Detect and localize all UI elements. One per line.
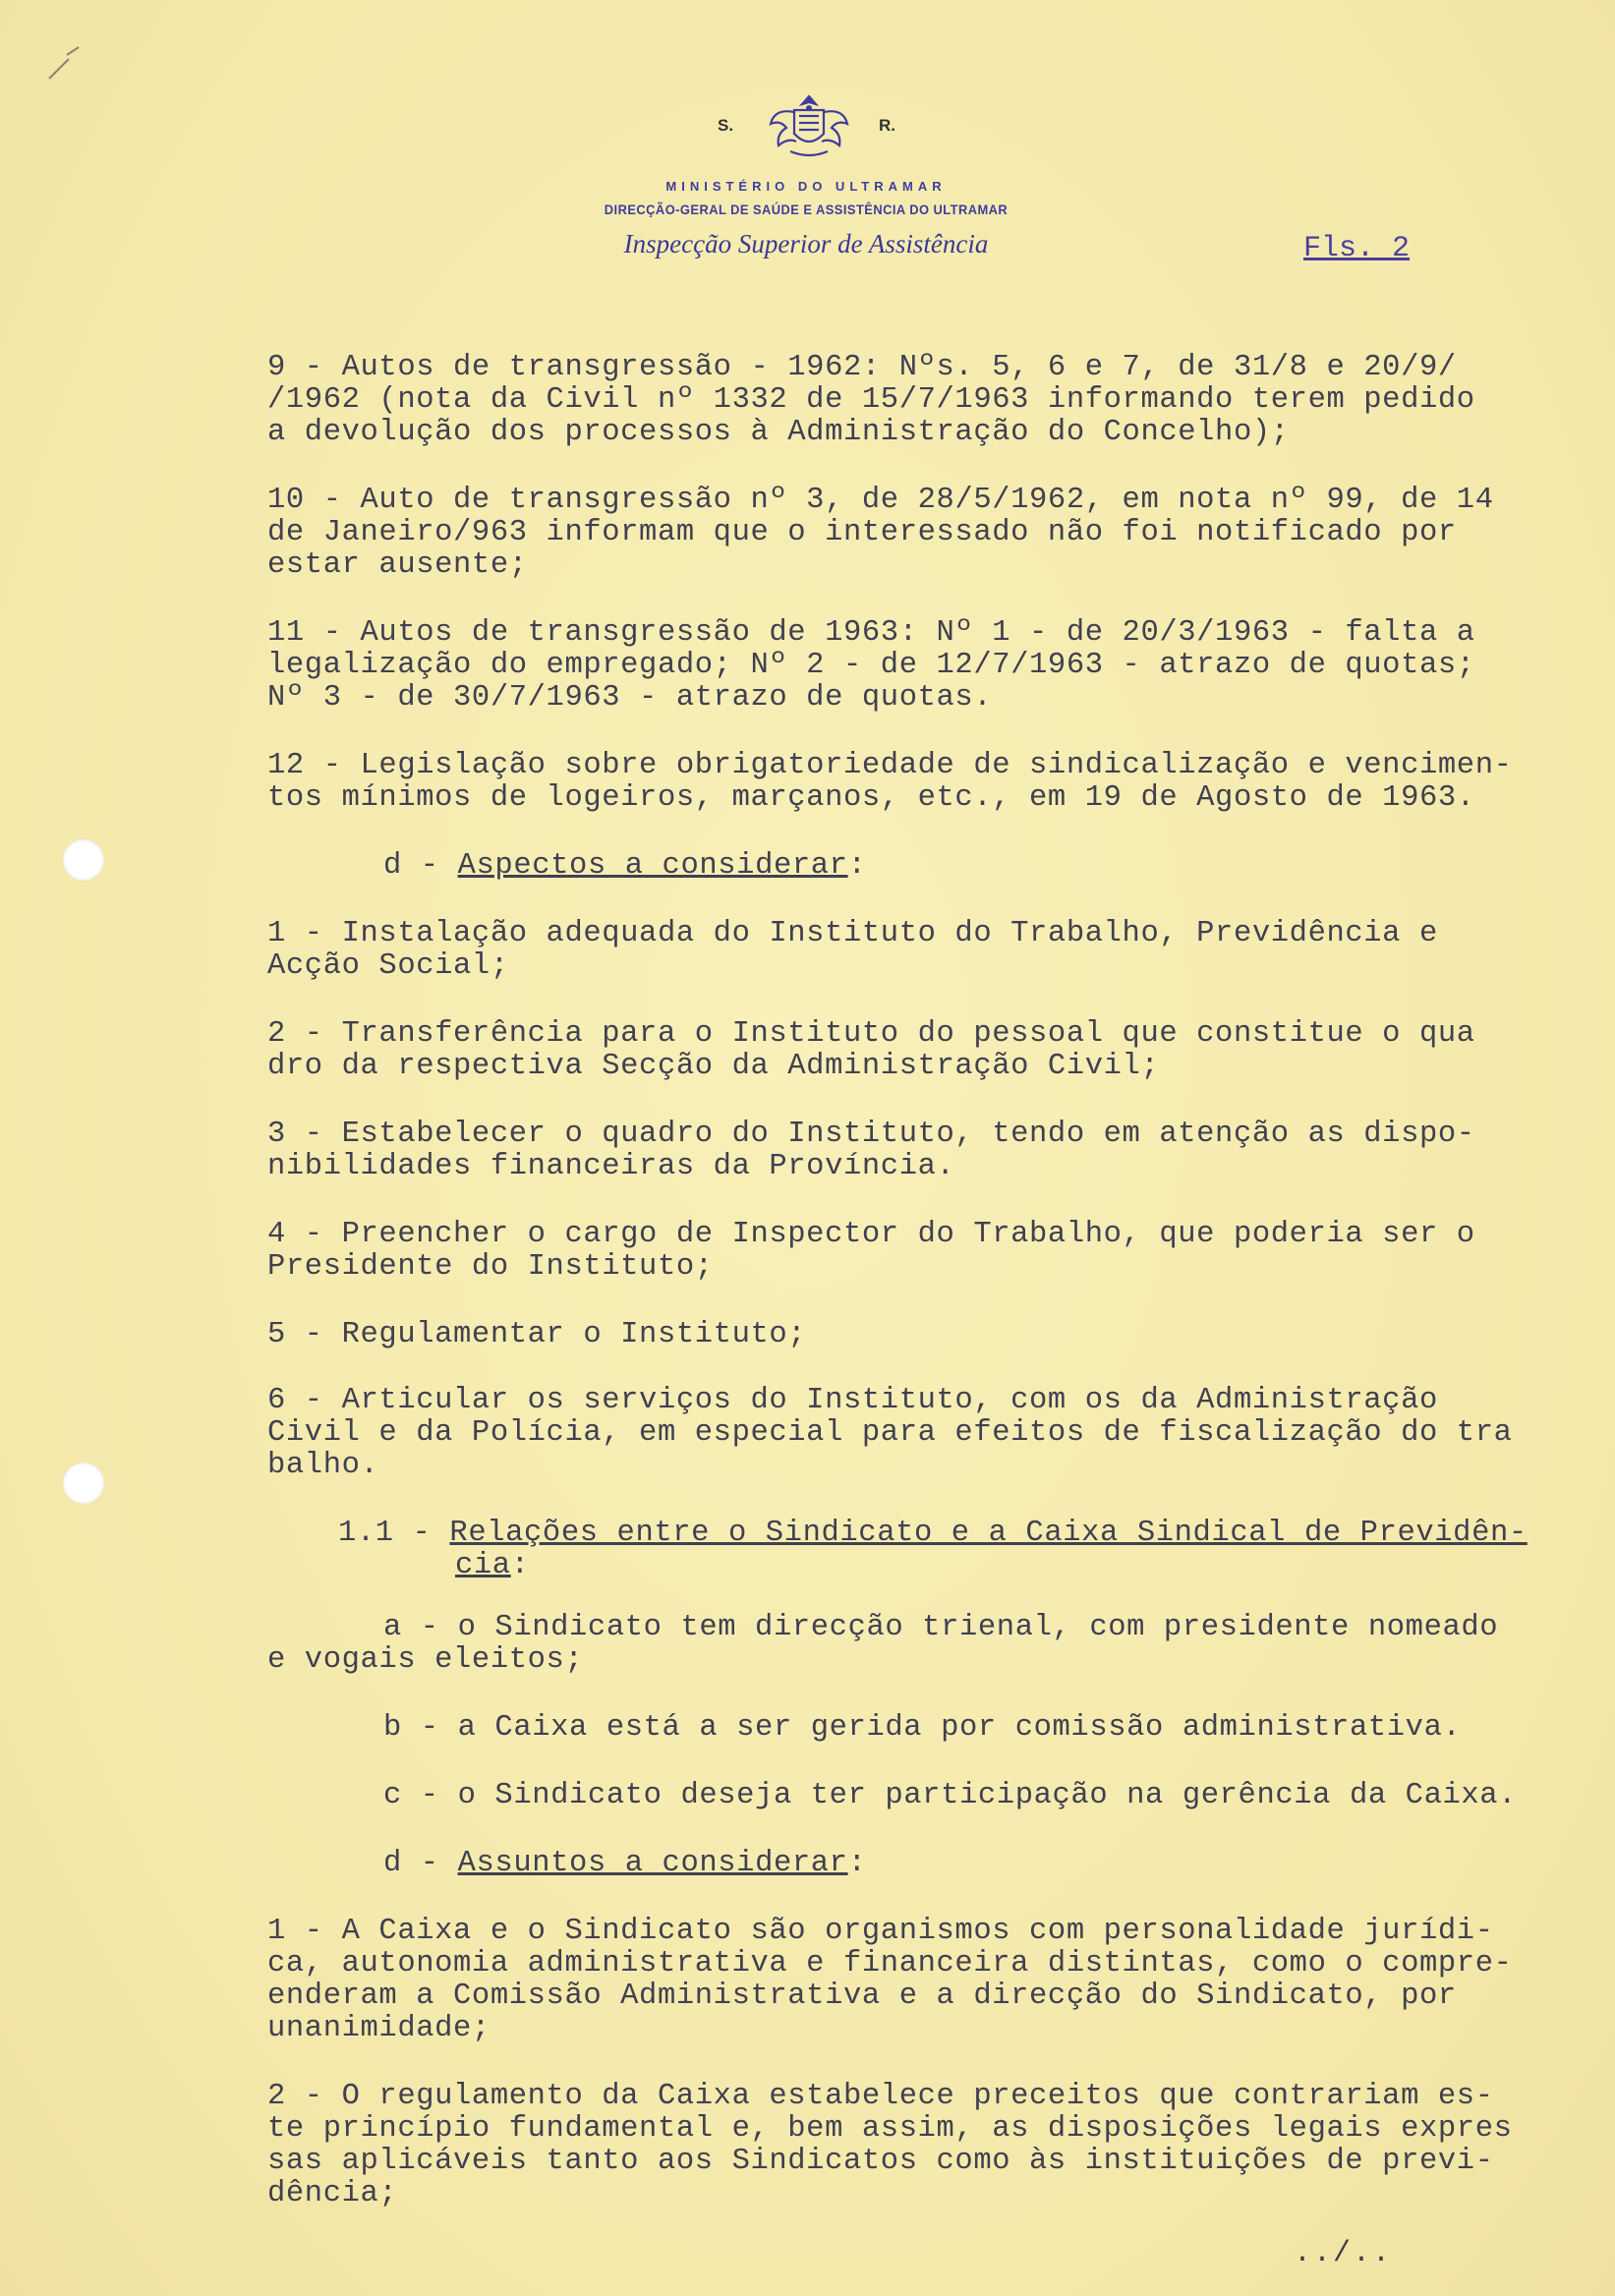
aspect-3: 3 - Estabelecer o quadro do Instituto, tendo em atenção as dispo- nibilidades financeiras da Província. xyxy=(267,1118,1475,1183)
ministry-name: MINISTÉRIO DO ULTRAMAR xyxy=(665,179,947,194)
aspect-6: 6 - Articular os serviços do Instituto, com os da Administração Civil e da Polícia, em especial para efeitos de fiscalização do tra balho. xyxy=(267,1384,1513,1482)
aspect-2: 2 - Transferência para o Instituto do pessoal que constitue o qua dro da respectiva Secção da Administração Civil; xyxy=(267,1017,1475,1083)
continuation-mark: ../.. xyxy=(1294,2237,1393,2270)
relation-b: b - a Caixa está a ser gerida por comissão administrativa. xyxy=(383,1711,1462,1745)
letterhead-s: S. xyxy=(718,116,734,135)
relation-a xyxy=(267,1612,1575,1677)
aspect-5: 5 - Regulamentar o Instituto; xyxy=(267,1318,807,1351)
item-11: 11 - Autos de transgressão de 1963: Nº 1 - de 20/3/1963 - falta a legalização do empregado; Nº 2 - de 12/7/1963 - atrazo de quotas; Nº 3 - de 30/7/1963 - atrazo de quotas. xyxy=(267,616,1475,715)
coat-of-arms-icon xyxy=(765,90,853,161)
aspect-4: 4 - Preencher o cargo de Inspector do Trabalho, que poderia ser o Presidente do Instituto; xyxy=(267,1218,1475,1284)
punch-hole-bottom xyxy=(63,1463,104,1504)
relation-c: c - o Sindicato deseja ter participação na gerência da Caixa. xyxy=(383,1779,1518,1812)
aspects-heading-text: Aspectos a considerar xyxy=(457,849,848,883)
relations-heading xyxy=(267,1518,1575,1582)
directorate-name: DIRECÇÃO-GERAL DE SAÚDE E ASSISTÊNCIA DO ULTRAMAR xyxy=(604,201,1009,217)
item-12: 12 - Legislação sobre obrigatoriedade de sindicalização e vencimen- tos mínimos de logeiros, marçanos, etc., em 19 de Agosto de 1963. xyxy=(267,749,1513,815)
aspect-1: 1 - Instalação adequada do Instituto do Trabalho, Previdência e Acção Social; xyxy=(267,917,1438,983)
pencil-mark xyxy=(39,29,98,88)
relations-heading-line2-wrap xyxy=(338,1549,530,1582)
item-10: 10 - Auto de transgressão nº 3, de 28/5/1962, em nota nº 99, de 14 de Janeiro/963 informam que o interessado não foi notificado por estar ausente; xyxy=(267,484,1494,582)
matter-2: 2 - O regulamento da Caixa estabelece preceitos que contrariam es- te princípio fundamental e, bem assim, as disposições legais expres sas aplicáveis tanto aos Sindicatos como às instituições de previ- dência; xyxy=(267,2080,1513,2210)
aspects-heading xyxy=(267,850,1575,883)
item-9: 9 - Autos de transgressão - 1962: Nºs. 5, 6 e 7, de 31/8 e 20/9/ /1962 (nota da Civil nº 1332 de 15/7/1963 informando terem pedido a devolução dos processos à Administração do Concelho); xyxy=(267,351,1475,449)
punch-hole-top xyxy=(63,839,104,881)
relations-heading-line1: Relações entre o Sindicato e a Caixa Sindical de Previdên- xyxy=(449,1517,1528,1550)
matters-heading-prefix: d - xyxy=(383,1847,458,1880)
relations-heading-number: 1.1 - xyxy=(338,1517,450,1550)
typed-body xyxy=(267,352,1575,2246)
relation-a-text: a - o Sindicato tem direcção trienal, com presidente nomeado e vogais eleitos; xyxy=(267,1611,1499,1677)
aspects-heading-suffix: : xyxy=(847,849,867,883)
matters-heading-suffix: : xyxy=(847,1847,867,1880)
inspection-name: Inspecção Superior de Assistência xyxy=(623,229,989,258)
page-marker: Fls. 2 xyxy=(1303,232,1411,265)
relations-heading-suffix: : xyxy=(510,1549,530,1582)
letterhead xyxy=(550,86,1062,259)
matters-heading xyxy=(267,1848,1575,1880)
matter-1: 1 - A Caixa e o Sindicato são organismos com personalidade jurídi- ca, autonomia administrativa e financeira distintas, como o compre- enderam a Comissão Administrativa e a direcção do Sindicato, por unanimidade; xyxy=(267,1915,1513,2045)
letterhead-r: R. xyxy=(879,116,895,135)
matters-heading-text: Assuntos a considerar xyxy=(457,1847,848,1880)
relations-heading-line2: cia xyxy=(455,1549,511,1582)
aspects-heading-prefix: d - xyxy=(383,849,458,883)
